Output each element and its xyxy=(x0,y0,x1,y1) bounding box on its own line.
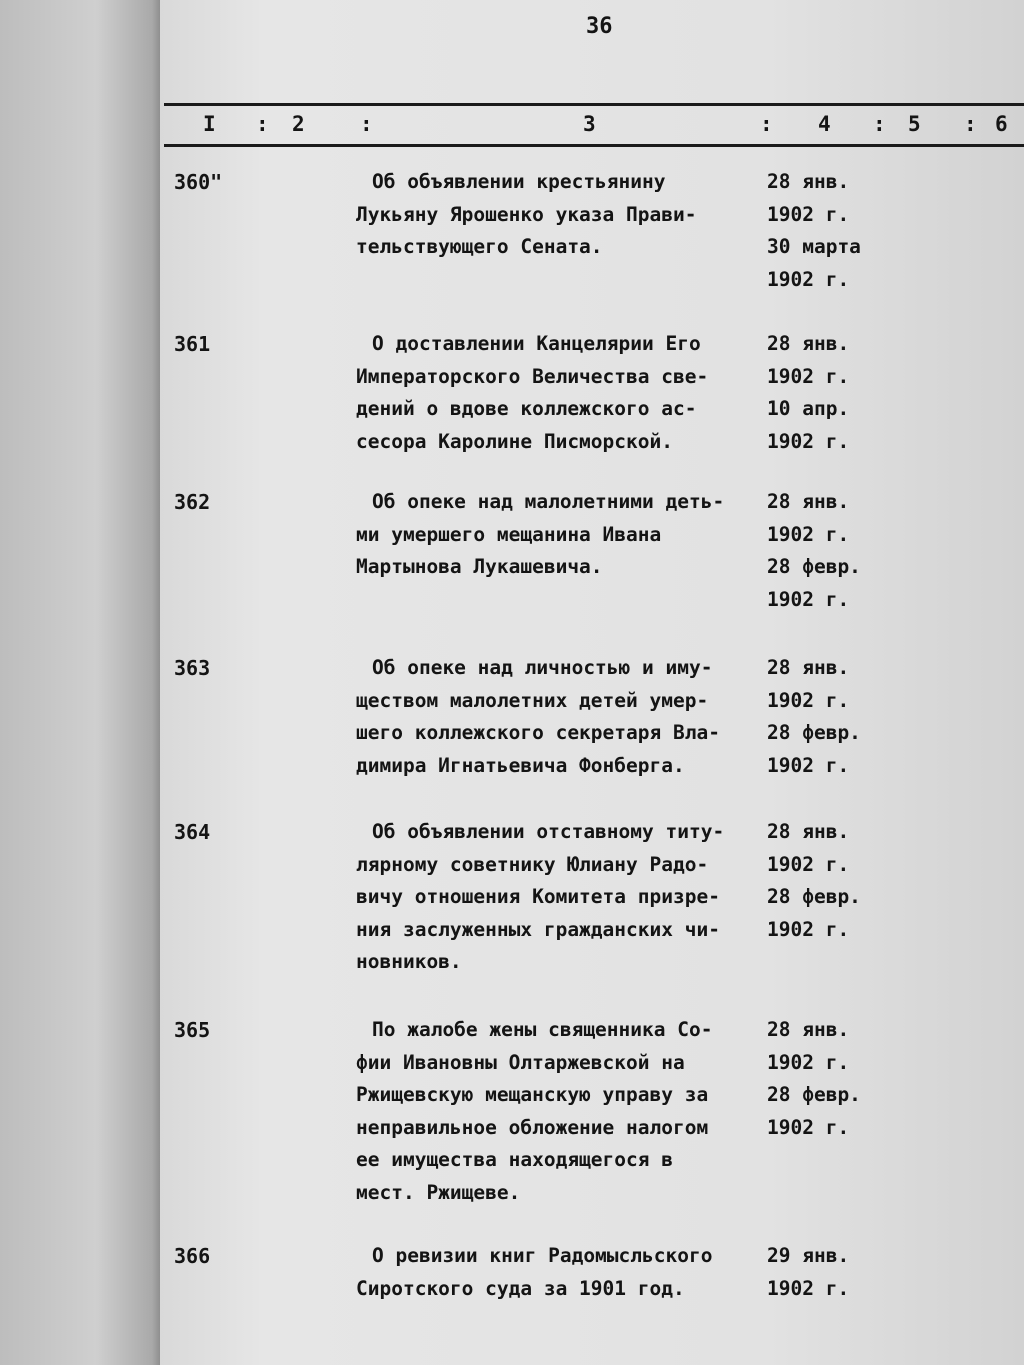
record-number: 361 xyxy=(174,332,211,356)
end-date: 10 апр. xyxy=(767,397,850,420)
end-year: 1902 г. xyxy=(767,917,850,941)
text-line: Об опеке над личностью и иму- xyxy=(372,656,713,679)
record-number: 362 xyxy=(174,490,211,514)
end-year: 1902 г. xyxy=(767,587,850,611)
column-separator: : xyxy=(873,112,887,136)
start-year: 1902 г. xyxy=(767,1050,850,1074)
column-header-4: 4 xyxy=(818,112,832,136)
text-line: лярному советнику Юлиану Радо- xyxy=(356,852,709,876)
record-dates xyxy=(767,1240,849,1305)
start-year: 1902 г. xyxy=(767,364,850,388)
start-year: 1902 г. xyxy=(767,688,850,712)
column-separator: : xyxy=(760,112,774,136)
text-line: По жалобе жены священника Со- xyxy=(372,1018,713,1041)
end-year: 1902 г. xyxy=(767,267,850,291)
record-title xyxy=(356,486,784,584)
record-number: 365 xyxy=(174,1018,211,1042)
text-line: новников. xyxy=(356,950,462,973)
column-separator: : xyxy=(256,112,270,136)
record-title xyxy=(356,652,784,782)
record-dates xyxy=(767,486,861,616)
column-header-3: 3 xyxy=(583,112,597,136)
start-year: 1902 г. xyxy=(767,522,850,546)
text-line: димира Игнатьевича Фонберга. xyxy=(356,753,685,777)
column-header-1: I xyxy=(203,112,217,136)
column-separator: : xyxy=(964,112,978,136)
text-line: Мартынова Лукашевича. xyxy=(356,555,603,578)
text-line: Об объявлении крестьянину xyxy=(372,170,666,193)
text-line: Сиротского суда за 1901 год. xyxy=(356,1276,685,1300)
record-dates xyxy=(767,1014,861,1144)
start-date: 28 янв. xyxy=(767,490,850,513)
text-line: Императорского Величества све- xyxy=(356,364,709,388)
record-number: 363 xyxy=(174,656,211,680)
record-number: 364 xyxy=(174,820,211,844)
start-year: 1902 г. xyxy=(767,852,850,876)
text-line: Лукьяну Ярошенко указа Прави- xyxy=(356,202,697,226)
text-line: мест. Ржищеве. xyxy=(356,1180,521,1204)
end-year: 1902 г. xyxy=(767,753,850,777)
start-date: 28 янв. xyxy=(767,170,850,193)
text-line: ми умершего мещанина Ивана xyxy=(356,522,662,546)
end-date: 28 февр. xyxy=(767,555,861,578)
record-dates xyxy=(767,166,861,296)
record-dates xyxy=(767,816,861,946)
end-year: 1902 г. xyxy=(767,1115,850,1139)
record-title xyxy=(356,166,784,264)
start-date: 29 янв. xyxy=(767,1244,850,1267)
facing-page xyxy=(0,0,160,1365)
column-separator: : xyxy=(360,112,374,136)
record-dates xyxy=(767,328,849,458)
column-header-2: 2 xyxy=(292,112,306,136)
text-line: Об опеке над малолетними деть- xyxy=(372,490,725,513)
text-line: Ржищевскую мещанскую управу за xyxy=(356,1083,709,1106)
end-date: 28 февр. xyxy=(767,721,861,744)
text-line: Об объявлении отставному титу- xyxy=(372,820,725,843)
start-year: 1902 г. xyxy=(767,1276,850,1300)
start-date: 28 янв. xyxy=(767,332,850,355)
table-header-bottom-rule xyxy=(164,144,1024,147)
text-line: ществом малолетних детей умер- xyxy=(356,688,709,712)
page-number: 36 xyxy=(586,14,613,39)
record-number: 366 xyxy=(174,1244,211,1268)
end-year: 1902 г. xyxy=(767,429,850,453)
text-line: О доставлении Канцелярии Его xyxy=(372,332,701,355)
record-dates xyxy=(767,652,861,782)
record-title xyxy=(356,328,784,458)
record-title xyxy=(356,816,784,979)
end-date: 30 марта xyxy=(767,235,861,258)
text-line: фии Ивановны Олтаржевской на xyxy=(356,1050,685,1074)
text-line: шего коллежского секретаря Вла- xyxy=(356,721,720,744)
text-line: ния заслуженных гражданских чи- xyxy=(356,917,720,941)
column-header-6: 6 xyxy=(995,112,1009,136)
text-line: тельствующего Сената. xyxy=(356,235,603,258)
end-date: 28 февр. xyxy=(767,885,861,908)
table-header-top-rule xyxy=(164,103,1024,106)
text-line: О ревизии книг Радомысльского xyxy=(372,1244,713,1267)
record-title xyxy=(356,1014,784,1209)
start-date: 28 янв. xyxy=(767,820,850,843)
start-year: 1902 г. xyxy=(767,202,850,226)
end-date: 28 февр. xyxy=(767,1083,861,1106)
column-header-5: 5 xyxy=(908,112,922,136)
record-number: 360" xyxy=(174,170,223,194)
text-line: сесора Каролине Писморской. xyxy=(356,429,673,453)
text-line: дений о вдове коллежского ас- xyxy=(356,397,697,420)
start-date: 28 янв. xyxy=(767,1018,850,1041)
text-line: ее имущества находящегося в xyxy=(356,1148,673,1171)
start-date: 28 янв. xyxy=(767,656,850,679)
text-line: вичу отношения Комитета призре- xyxy=(356,885,720,908)
text-line: неправильное обложение налогом xyxy=(356,1115,709,1139)
record-title xyxy=(356,1240,784,1305)
